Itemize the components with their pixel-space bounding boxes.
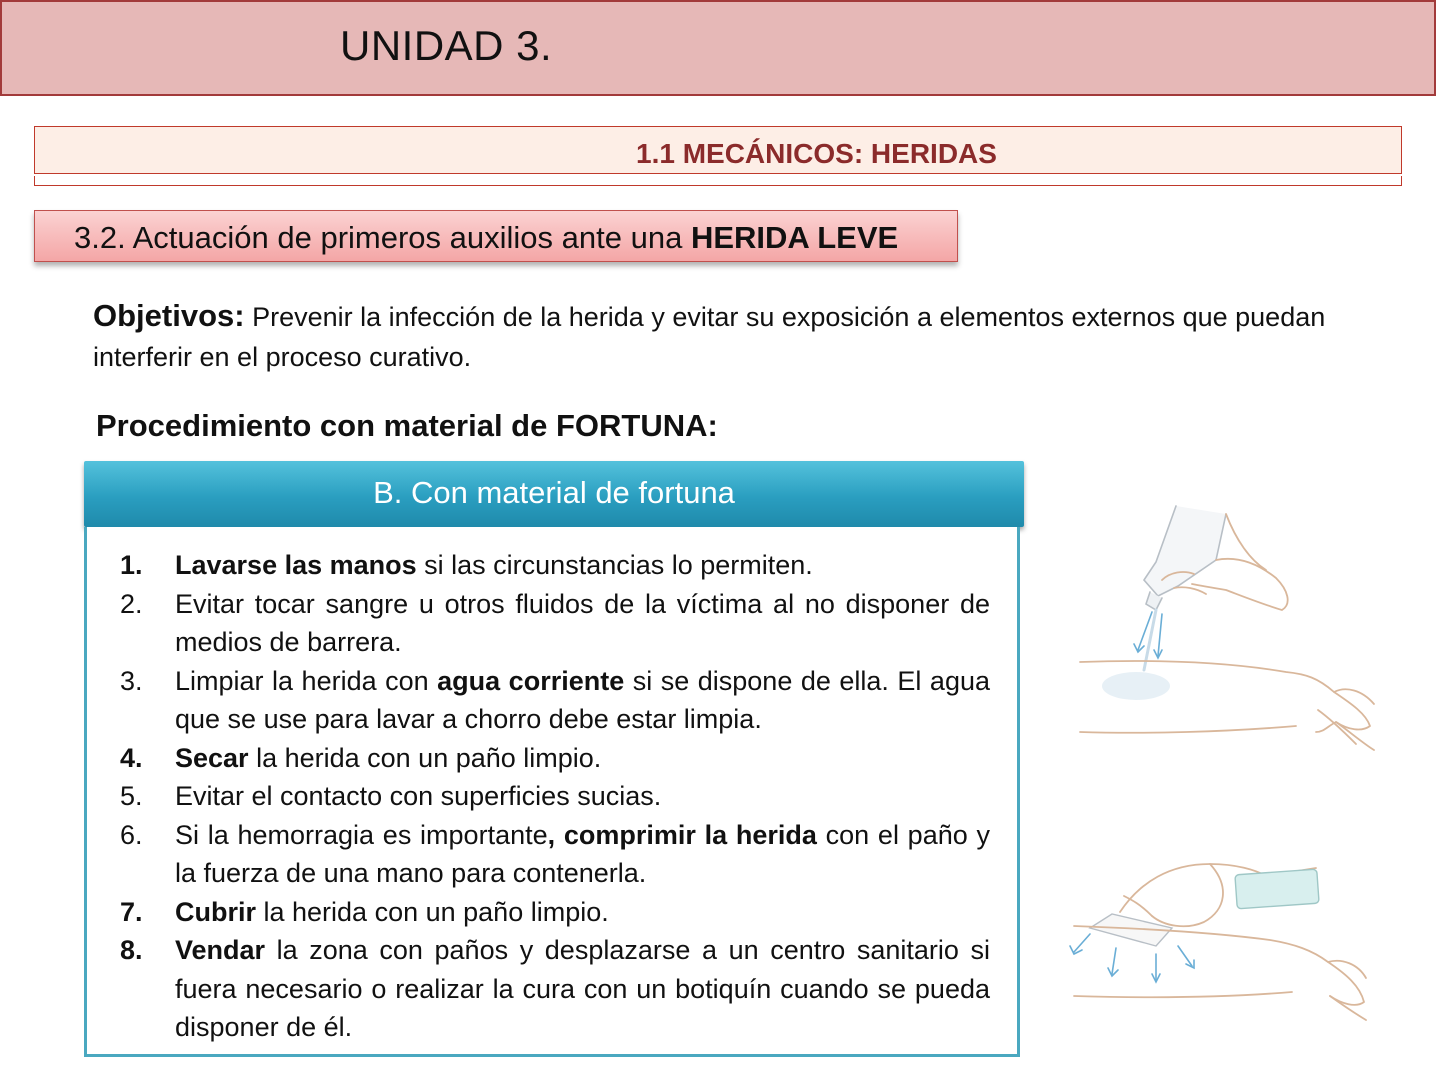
unit-title: UNIDAD 3. <box>340 22 553 69</box>
section-title: 1.1 MECÁNICOS: HERIDAS <box>636 138 997 169</box>
section-bar-underline <box>34 176 1402 186</box>
subsection-title-bold: HERIDA LEVE <box>690 220 899 255</box>
covering-wound-illustration <box>1060 856 1380 1026</box>
step-text: Evitar tocar sangre u otros fluidos de la víctima al no disponer de medios de barrera. <box>175 588 990 657</box>
procedure-step <box>120 777 990 816</box>
step-text: Si la hemorragia es importante <box>175 819 548 850</box>
step-number: 3. <box>120 665 143 696</box>
step-text: la herida con un paño limpio. <box>248 742 602 773</box>
step-number: 6. <box>120 819 143 850</box>
subsection-title-prefix: 3.2. Actuación de primeros auxilios ante una <box>74 220 691 255</box>
step-text-bold: agua corriente <box>437 665 625 696</box>
step-text-bold: Vendar <box>175 935 266 965</box>
step-text-bold: Lavarse las manos <box>175 550 417 580</box>
procedure-heading: Procedimiento con material de FORTUNA: <box>96 408 718 443</box>
subsection-title <box>74 220 898 256</box>
step-text: si se dispone de ella. El agua que se use para lavar a chorro debe estar limpia. <box>175 665 991 734</box>
step-text: la herida con un paño limpio. <box>256 896 609 927</box>
step-number: 7. <box>120 896 143 927</box>
procedure-step <box>120 931 990 1047</box>
unit-header-bar <box>0 0 1436 96</box>
objectives-text: Prevenir la infección de la herida y evitar su exposición a elementos externos que puedan interferir en el proceso curativo. <box>93 302 1326 372</box>
step-text-bold: , comprimir la herida <box>547 819 817 850</box>
procedure-step <box>120 893 990 932</box>
step-text-bold: Cubrir <box>175 896 256 927</box>
procedure-step <box>120 546 990 585</box>
step-text: la zona con paños y desplazarse a un centro sanitario si fuera necesario o realizar la cura con un botiquín cuando se pueda disponer de él. <box>175 935 990 1042</box>
step-text: Evitar el contacto con superficies sucias. <box>175 781 662 811</box>
objectives-label: Objetivos: <box>93 298 245 333</box>
step-number: 5. <box>120 781 143 811</box>
step-text-bold: Secar <box>175 742 249 773</box>
step-text: Limpiar la herida con <box>175 665 438 696</box>
procedure-box-header <box>84 461 1024 527</box>
objectives-paragraph <box>93 296 1333 377</box>
step-number: 8. <box>120 935 143 965</box>
step-text: si las circunstancias lo permiten. <box>416 550 813 580</box>
step-number: 2. <box>120 588 143 619</box>
procedure-step <box>120 585 990 662</box>
step-number: 4. <box>120 742 143 773</box>
procedure-step <box>120 816 990 893</box>
procedure-step <box>120 662 990 739</box>
step-number: 1. <box>120 550 143 580</box>
procedure-box-title: B. Con material de fortuna <box>373 475 735 510</box>
procedure-step <box>120 739 990 778</box>
step-text: con el paño y la fuerza de una mano para contenerla. <box>175 819 990 888</box>
washing-wound-illustration <box>1066 500 1396 770</box>
procedure-steps-list <box>120 546 990 1047</box>
